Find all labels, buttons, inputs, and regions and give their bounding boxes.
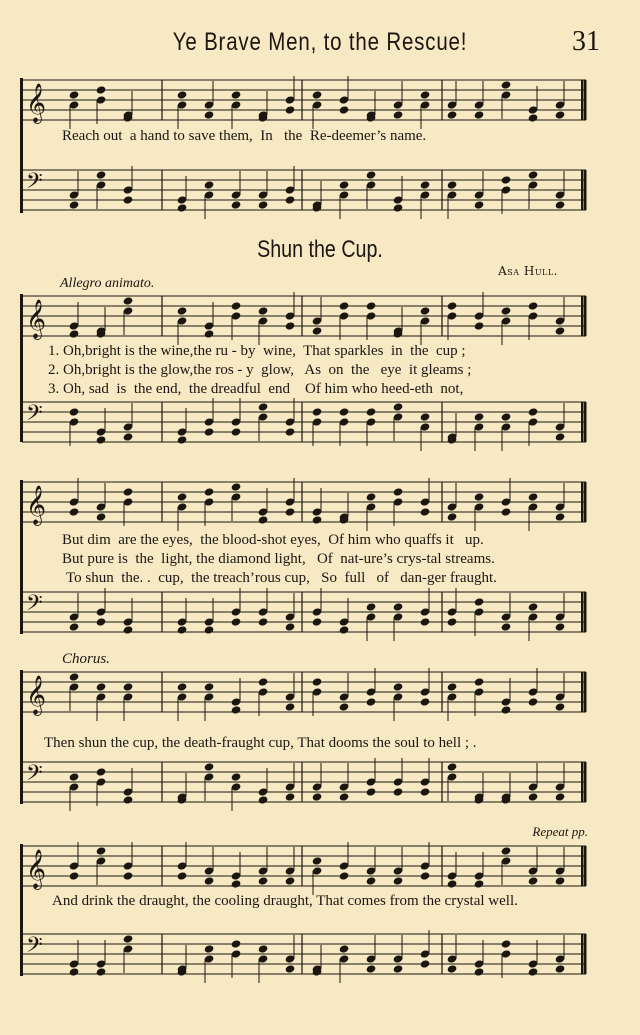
page-title: Ye Brave Men, to the Rescue! [172,28,468,56]
page-number: 31 [572,26,600,57]
treble-staff [22,844,586,888]
verse-line-1: 1. Oh,bright is the wine,the ru - by wine, That sparkles in the cup ; [48,343,466,359]
song-title: Shun the Cup. [257,236,383,263]
verse-line-2: 2. Oh,bright is the glow,the ros - y glow, As on the eye it gleams ; [48,362,472,378]
final-lyric: And drink the draught, the cooling draught, That comes from the crystal well. [52,893,518,909]
svg-text:𝄢: 𝄢 [26,933,43,963]
bass-staff [22,168,586,212]
verse-line-3: 3. Oh, sad is the end, the dreadful end Of him who heed-eth not, [48,381,464,397]
verse-line-1: But dim are the eyes, the blood-shot eyes, Of him who quaffs it up. [62,532,484,548]
chorus-lyric: Then shun the cup, the death-fraught cup, That dooms the soul to hell ; . [44,735,477,751]
bass-staff [22,590,586,634]
svg-text:𝄞: 𝄞 [26,849,47,889]
bass-staff [22,932,586,976]
tempo-marking: Allegro animato. [60,276,155,291]
svg-text:𝄢: 𝄢 [26,401,43,431]
svg-text:𝄢: 𝄢 [26,169,43,199]
svg-text:𝄢: 𝄢 [26,761,43,791]
treble-staff [22,480,586,524]
lyric-line: Reach out a hand to save them, In the Re-deemer’s name. [62,128,427,144]
verse-line-2: But pure is the light, the diamond light, Of nat-ure’s crys-tal streams. [62,551,495,567]
repeat-label: Repeat pp. [532,824,588,839]
treble-staff [22,78,586,122]
verse-line-3: To shun the. . cup, the treach’rous cup, So full of dan-ger fraught. [66,570,497,586]
svg-text:𝄞: 𝄞 [26,675,47,715]
svg-text:𝄞: 𝄞 [26,299,47,339]
bass-staff [22,400,586,444]
svg-text:𝄞: 𝄞 [26,485,47,525]
composer: Asa Hull. [498,264,558,278]
treble-staff [22,294,586,338]
bass-staff [22,760,586,804]
svg-text:𝄢: 𝄢 [26,591,43,621]
svg-text:𝄞: 𝄞 [26,83,47,123]
treble-staff [22,670,586,714]
chorus-label: Chorus. [62,651,110,667]
